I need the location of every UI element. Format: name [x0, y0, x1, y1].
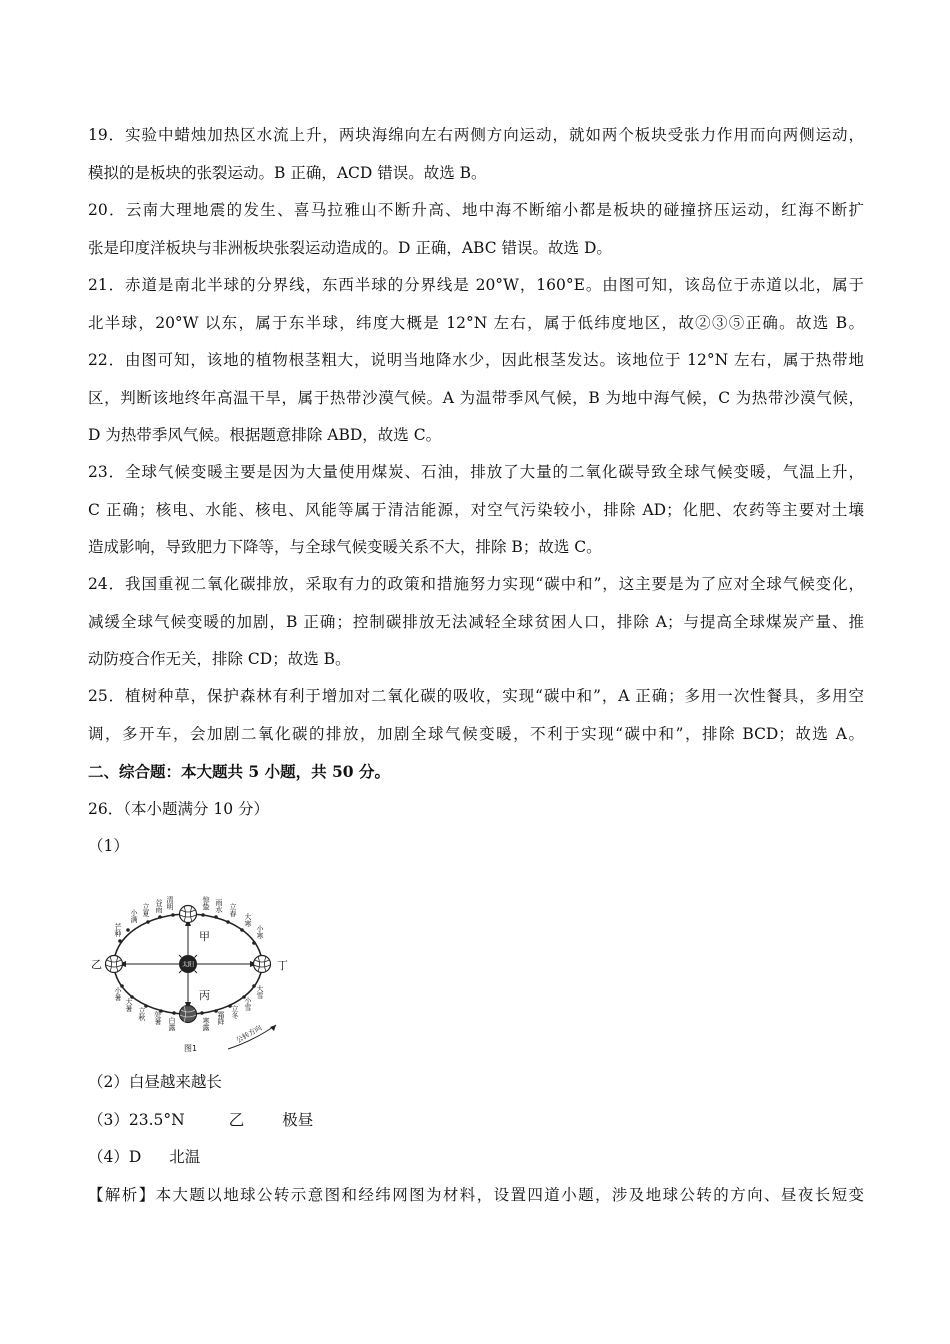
answer-19	[88, 117, 864, 192]
term-jingzhe: 惊蛰	[202, 896, 210, 910]
earth-orbit-svg	[88, 893, 302, 1053]
position-jia-label: 甲	[199, 930, 210, 943]
answer-22-line-1: 22．由图可知，该地的植物根茎粗大，说明当地降水少，因此根茎发达。该地位于 12°N 左右，属于热带地	[88, 351, 864, 369]
position-bing-label: 丙	[199, 989, 210, 1002]
sun-icon	[175, 951, 201, 977]
answer-22	[88, 342, 864, 455]
answer-24-line-2: 减缓全球气候变暖的加剧，B 正确；控制碳排放无法减轻全球贫困人口，排除 A；与提高全球煤炭产量、推	[88, 612, 864, 631]
part-4-choice: （4）D	[88, 1148, 142, 1166]
question-26-title: 26．（本小题满分 10 分）	[88, 799, 270, 818]
analysis-line: 【解析】本大题以地球公转示意图和经纬网图为材料，设置四道小题，涉及地球公转的方向、昼夜长短变	[88, 1185, 864, 1204]
question-26-part-2: （2）白昼越来越长	[88, 1073, 222, 1091]
term-liqiu: 立秋	[138, 1007, 146, 1021]
term-xiaoman: 小满	[130, 909, 138, 923]
earth-yi-icon	[106, 956, 123, 973]
term-hanlu: 寒露	[202, 1017, 210, 1031]
question-26-answers	[88, 1064, 864, 1214]
answer-25-line-1: 25．植树种草，保护森林有利于增加对二氧化碳的吸收，实现“碳中和”，A 正确；多用一次性餐具，多用空	[88, 687, 864, 705]
term-yushui: 雨水	[215, 899, 223, 913]
earth-jia-icon	[180, 906, 197, 923]
answer-23	[88, 454, 864, 567]
answer-20-line-1: 20．云南大理地震的发生、喜马拉雅山不断升高、地中海不断缩小都是板块的碰撞挤压运动，红海不断扩	[88, 201, 864, 219]
term-xiaoshu: 小暑	[114, 987, 122, 1001]
part-4-zone: 北温	[169, 1148, 201, 1166]
term-lichun: 立春	[229, 903, 237, 917]
answer-23-line-2: C 正确；核电、水能、核电、风能等属于清洁能源，对空气污染较小，排除 AD；化肥、农药等主要对土壤	[88, 500, 864, 519]
direction-label: 公转方向	[235, 1023, 264, 1045]
answer-23-line-3: 造成影响，导致肥力下降等，与全球气候变暖关系不大，排除 B；故选 C。	[88, 538, 602, 556]
earth-orbit-diagram	[88, 893, 302, 1053]
question-26-part-1: （1）	[88, 837, 129, 855]
question-26-part-4	[88, 1139, 864, 1177]
term-lidong: 立冬	[231, 1005, 239, 1019]
answer-19-line-2: 模拟的是板块的张裂运动。B 正确，ACD 错误。故选 B。	[88, 163, 487, 182]
term-mangzhong: 芒种	[114, 923, 122, 937]
term-bailu: 白露	[168, 1017, 176, 1031]
term-qingming: 清明	[166, 896, 174, 910]
term-dashu: 大暑	[125, 998, 133, 1012]
answer-19-line-1: 19．实验中蜡烛加热区水流上升，两块海绵向左右两侧方向运动，就如两个板块受张力作用而向两侧运动，	[88, 126, 864, 144]
position-yi-label: 乙	[91, 958, 102, 971]
term-chushu: 处暑	[154, 1011, 162, 1025]
section-2	[88, 753, 864, 866]
term-guyu: 谷雨	[155, 899, 163, 913]
earth-bing-icon	[180, 1006, 197, 1023]
part-3-latitude: （3）23.5°N	[88, 1110, 185, 1129]
term-daxue: 大雪	[256, 985, 264, 999]
part-3-phenomenon: 极昼	[282, 1110, 314, 1129]
answer-22-line-2: 区，判断该地终年高温干旱，属于热带沙漠气候。A 为温带季风气候，B 为地中海气候，C 为热带沙漠气候，	[88, 388, 864, 407]
answer-21-line-1: 21．赤道是南北半球的分界线，东西半球的分界线是 20°W，160°E。由图可知，该岛位于赤道以北，属于	[88, 276, 864, 294]
earth-ding-icon	[254, 956, 271, 973]
position-ding-label: 丁	[277, 959, 288, 972]
answer-24-line-1: 24．我国重视二氧化碳排放，采取有力的政策和措施努力实现“碳中和”，这主要是为了应对全球气候变化，	[88, 575, 864, 593]
answer-20	[88, 192, 864, 267]
term-xiaoxue: 小雪	[244, 997, 252, 1011]
answer-24	[88, 566, 864, 679]
answer-25-line-2: 调，多开车，会加剧二氧化碳的排放，加剧全球气候变暖，不利于实现“碳中和”，排除 BCD；故选 A。	[88, 724, 864, 743]
term-dahan: 大寒	[244, 913, 252, 927]
answer-23-line-1: 23．全球气候变暖主要是因为大量使用煤炭、石油，排放了大量的二氧化碳导致全球气候变暖，气温上升，	[88, 463, 864, 481]
figure-label: 图1	[184, 1044, 198, 1053]
question-26-part-3	[88, 1102, 864, 1140]
section-heading: 二、综合题：本大题共 5 小题，共 50 分。	[88, 762, 390, 781]
answer-25	[88, 678, 864, 753]
sun-label: 太阳	[181, 961, 195, 969]
term-lixia: 立夏	[142, 903, 150, 917]
answer-21	[88, 267, 864, 342]
answer-22-line-3: D 为热带季风气候。根据题意排除 ABD，故选 C。	[88, 426, 442, 444]
part-3-position: 乙	[228, 1110, 245, 1129]
answer-20-line-2: 张是印度洋板块与非洲板块张裂运动造成的。D 正确，ABC 错误。故选 D。	[88, 238, 612, 257]
answer-21-line-2: 北半球，20°W 以东，属于东半球，纬度大概是 12°N 左右，属于低纬度地区，故②③⑤正确。故选 B。	[88, 313, 864, 332]
answer-24-line-3: 动防疫合作无关，排除 CD；故选 B。	[88, 650, 351, 668]
term-shuangjiang: 霜降	[217, 1011, 225, 1025]
term-xiaohan: 小寒	[256, 925, 264, 939]
